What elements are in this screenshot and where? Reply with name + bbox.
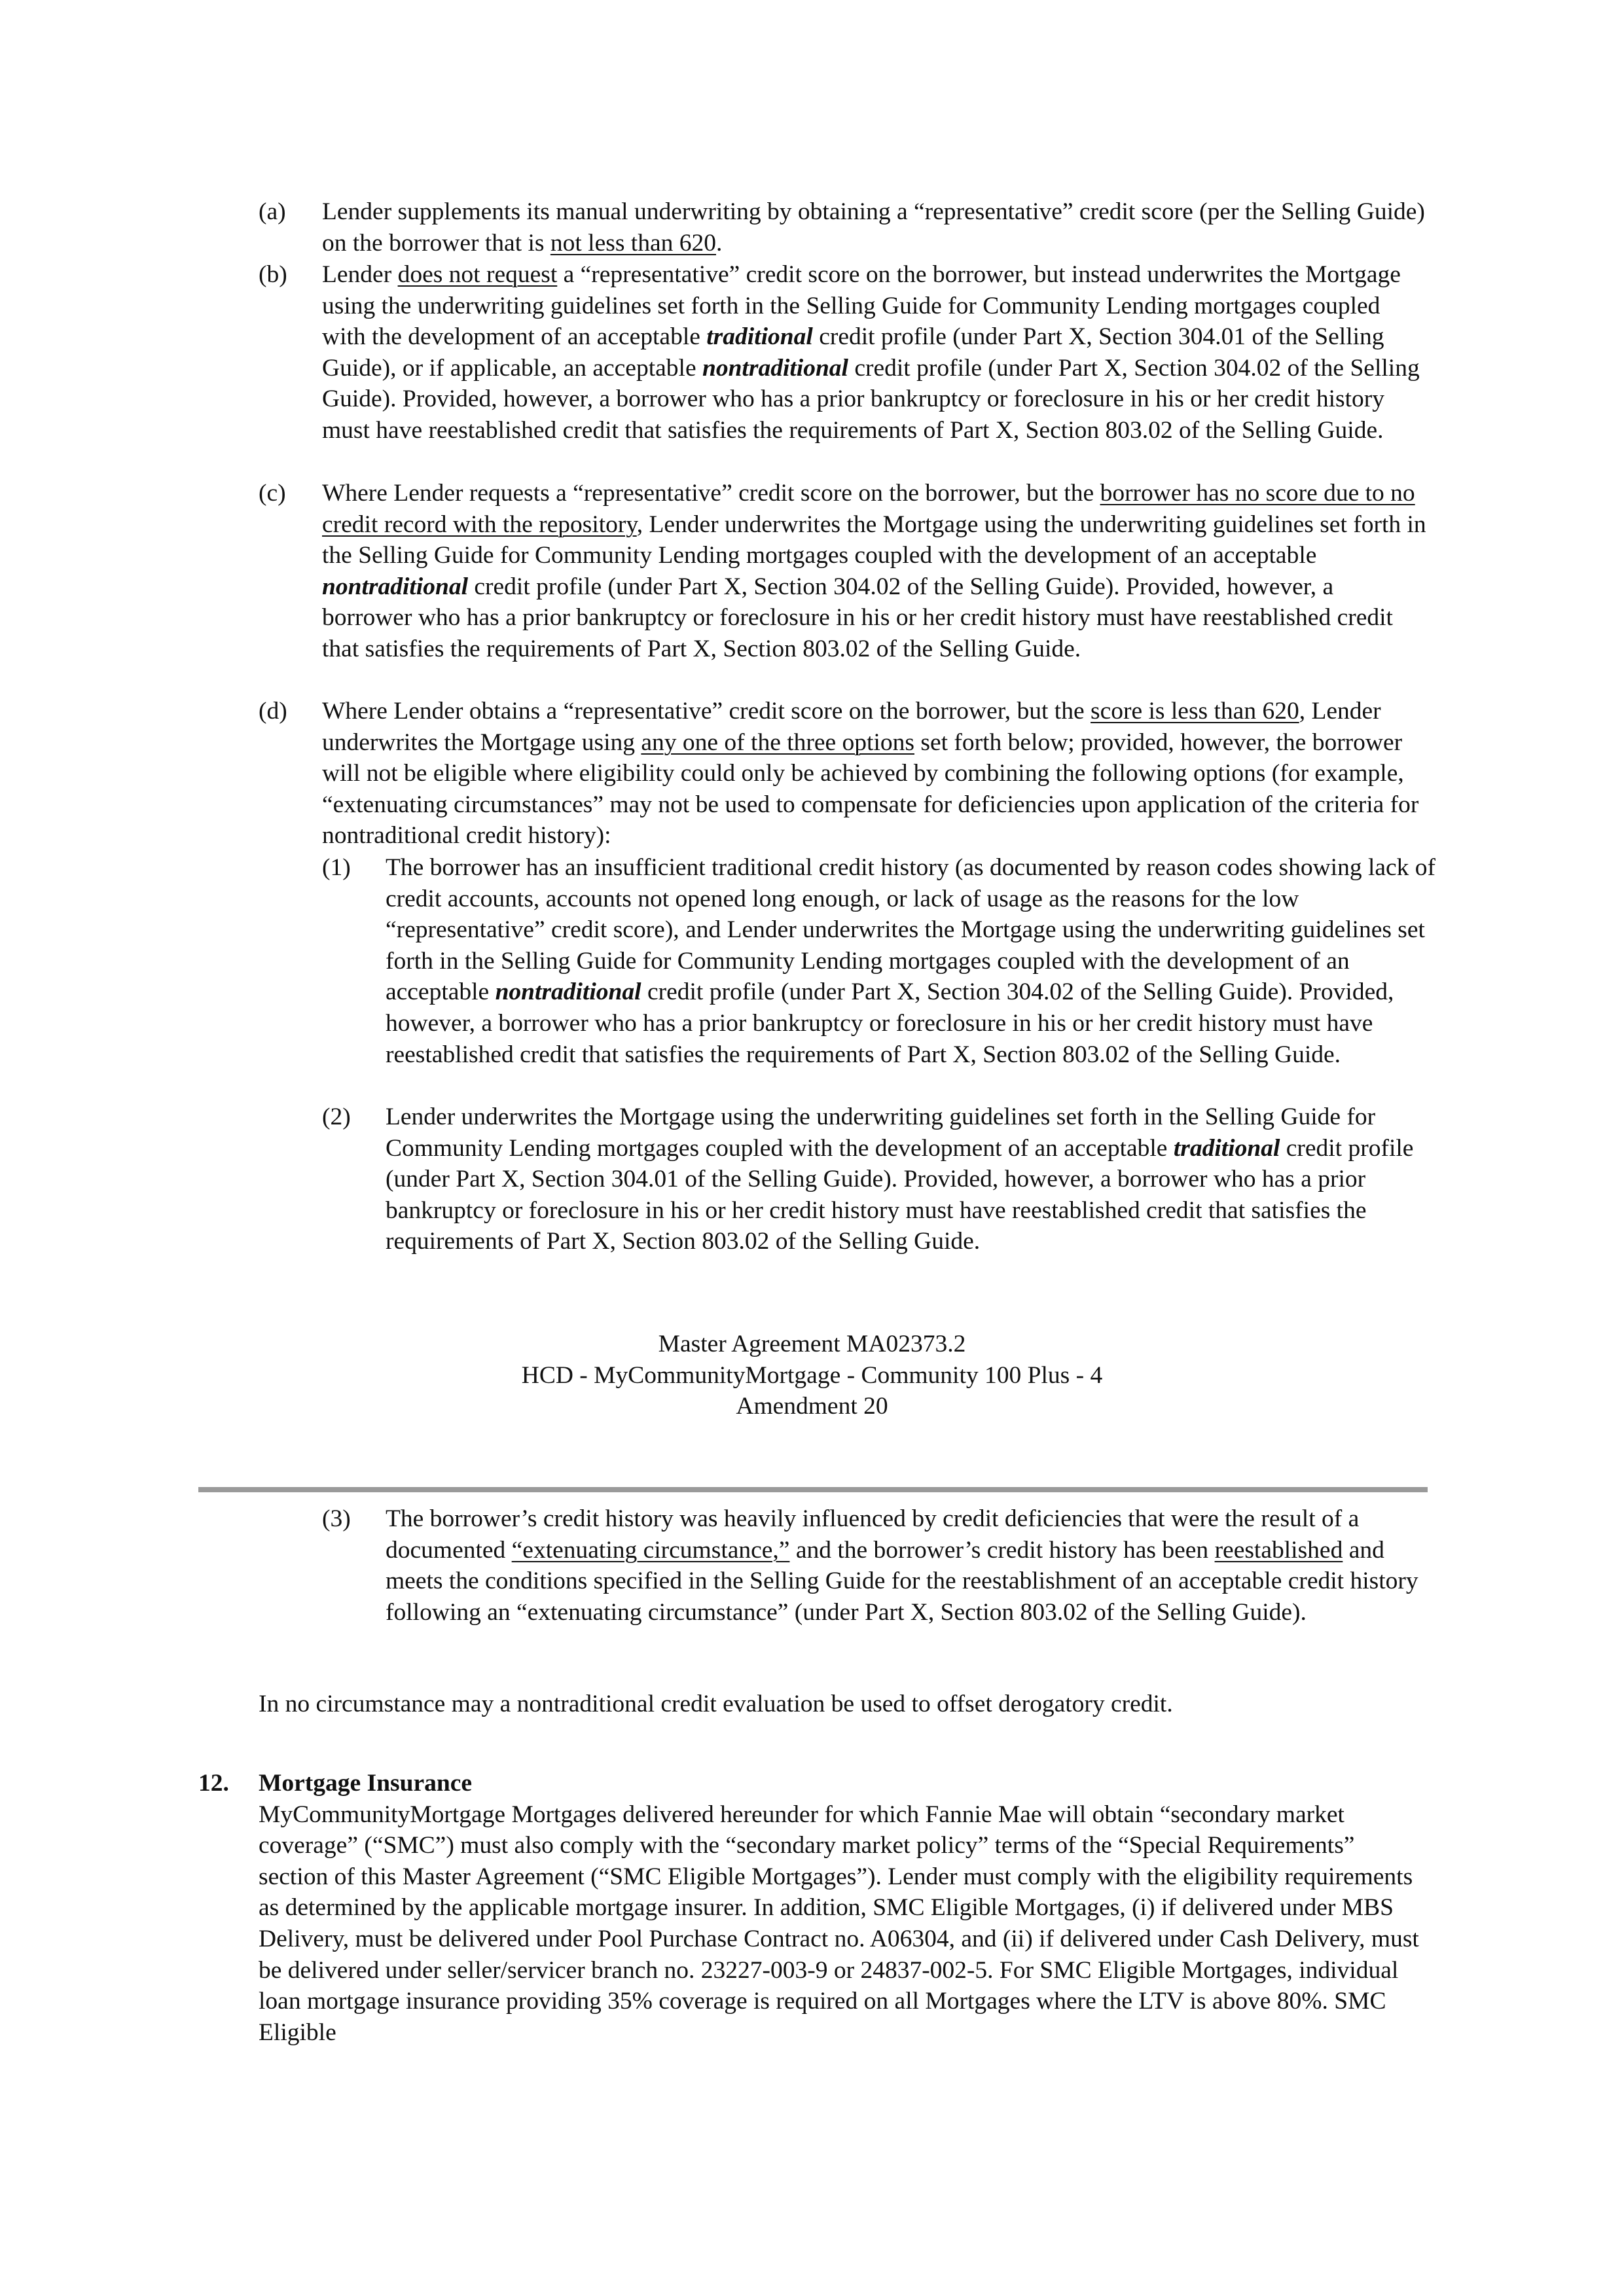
underlined-phrase: does not request bbox=[397, 261, 558, 288]
emphasis-term: nontraditional bbox=[495, 978, 641, 1006]
section-12 bbox=[259, 1768, 1430, 2048]
item-b-label: (b) bbox=[259, 261, 287, 288]
item-b-text: Lender does not request a “representative” credit score on the borrower, but instead underwrites the Mortgage using the underwriting guidelines set forth in the Selling Guide for Community Lending mortgages coupled with the development of an acceptable traditional credit profile (under Part X, Section 304.01 of the Selling Guide), or if applicable, an acceptable nontraditional credit profile (under Part X, Section 304.02 of the Selling Guide). Provided, however, a borrower who has a prior bankruptcy or foreclosure in his or her credit history must have reestablished credit that satisfies the requirements of Part X, Section 803.02 of the Selling Guide. bbox=[322, 261, 1420, 444]
subitem-3-label: (3) bbox=[322, 1505, 351, 1532]
emphasis-term: nontraditional bbox=[702, 354, 848, 382]
footer-amendment-line: Amendment 20 bbox=[736, 1393, 888, 1420]
subitem-3-text: The borrower’s credit history was heavily influenced by credit deficiencies that were the result of a documented “extenuating circumstance,” and the borrower’s credit history has been reestablished and meets the conditions specified in the Selling Guide for the reestablishment of an acceptable credit history following an “extenuating circumstance” (under Part X, Section 803.02 of the Selling Guide). bbox=[386, 1505, 1418, 1626]
item-a-text: Lender supplements its manual underwriting by obtaining a “representative” credit score (per the Selling Guide) on the borrower that is not less than 620. bbox=[322, 198, 1425, 257]
item-c-text: Where Lender requests a “representative” credit score on the borrower, but the borrower has no score due to no credit record with the repository, Lender underwrites the Mortgage using the underwriting guidelines set forth in the Selling Guide for Community Lending mortgages coupled with the development of an acceptable nontraditional credit profile (under Part X, Section 304.02 of the Selling Guide). Provided, however, a borrower who has a prior bankruptcy or foreclosure in his or her credit history must have reestablished credit that satisfies the requirements of Part X, Section 803.02 of the Selling Guide. bbox=[322, 480, 1426, 662]
underlined-phrase: any one of the three options bbox=[641, 728, 914, 756]
item-d-text: Where Lender obtains a “representative” credit score on the borrower, but the score is less than 620, Lender underwrites the Mortgage using any one of the three options set forth below; provided, however, the borrower will not be eligible where eligibility could only be achieved by combining the following options (for example, “extenuating circumstances” may not be used to compensate for deficiencies upon application of the criteria for nontraditional credit history): bbox=[322, 698, 1419, 850]
item-a bbox=[259, 196, 1437, 259]
subitem-2-text: Lender underwrites the Mortgage using the underwriting guidelines set forth in the Selling Guide for Community Lending mortgages coupled with the development of an acceptable traditional credit profile (under Part X, Section 304.01 of the Selling Guide). Provided, however, a borrower who has a prior bankruptcy or foreclosure in his or her credit history must have reestablished credit that satisfies the requirements of Part X, Section 803.02 of the Selling Guide. bbox=[386, 1103, 1414, 1255]
page-break-divider bbox=[198, 1487, 1428, 1492]
subitem-1-text: The borrower has an insufficient traditional credit history (as documented by reason codes showing lack of credit accounts, accounts not opened long enough, or lack of usage as the reasons for the low “representative” credit score), and Lender underwrites the Mortgage using the underwriting guidelines set forth in the Selling Guide for Community Lending mortgages coupled with the development of an acceptable nontraditional credit profile (under Part X, Section 304.02 of the Selling Guide). Provided, however, a borrower who has a prior bankruptcy or foreclosure in his or her credit history must have reestablished credit that satisfies the requirements of Part X, Section 803.02 of the Selling Guide. bbox=[386, 854, 1436, 1068]
underlined-phrase: not less than 620 bbox=[550, 229, 716, 257]
subitem-2 bbox=[322, 1102, 1448, 1257]
item-a-label: (a) bbox=[259, 198, 286, 225]
item-d-label: (d) bbox=[259, 698, 287, 725]
subitem-3 bbox=[322, 1503, 1448, 1628]
underlined-phrase: “extenuating circumstance,” bbox=[511, 1536, 790, 1564]
section-number: 12. bbox=[198, 1770, 229, 1797]
underlined-phrase: reestablished bbox=[1214, 1536, 1343, 1564]
item-c-label: (c) bbox=[259, 480, 286, 507]
emphasis-term: traditional bbox=[1173, 1134, 1280, 1162]
underlined-phrase: borrower has no score due to no credit record with the repository bbox=[322, 480, 1415, 538]
closing-note: In no circumstance may a nontraditional credit evaluation be used to offset derogatory credit. bbox=[259, 1691, 1173, 1717]
item-d bbox=[259, 696, 1437, 852]
emphasis-term: nontraditional bbox=[322, 573, 469, 600]
footer-program-line: HCD - MyCommunityMortgage - Community 100 Plus - 4 bbox=[521, 1361, 1103, 1389]
underlined-phrase: score is less than 620 bbox=[1091, 698, 1299, 725]
emphasis-term: traditional bbox=[706, 323, 813, 351]
subitem-1 bbox=[322, 852, 1448, 1070]
item-b bbox=[259, 259, 1437, 446]
section-title: Mortgage Insurance bbox=[259, 1770, 472, 1797]
subitem-1-label: (1) bbox=[322, 854, 351, 881]
section-body: MyCommunityMortgage Mortgages delivered hereunder for which Fannie Mae will obtain “secondary market coverage” (“SMC”) must also comply with the “secondary market policy” terms of the “Special Requirements” section of this Master Agreement (“SMC Eligible Mortgages”). Lender must comply with the eligibility requirements as determined by the applicable mortgage insurer. In addition, SMC Eligible Mortgages, (i) if delivered under MBS Delivery, must be delivered under Pool Purchase Contract no. A06304, and (ii) if delivered under Cash Delivery, must be delivered under seller/servicer branch no. 23227-003-9 or 24837-002-5. For SMC Eligible Mortgages, individual loan mortgage insurance providing 35% coverage is required on all Mortgages where the LTV is above 80%. SMC Eligible bbox=[259, 1801, 1419, 2046]
item-c bbox=[259, 478, 1437, 665]
footer-agreement-line: Master Agreement MA02373.2 bbox=[658, 1331, 966, 1357]
page-footer bbox=[0, 1329, 1624, 1422]
subitem-2-label: (2) bbox=[322, 1103, 351, 1130]
